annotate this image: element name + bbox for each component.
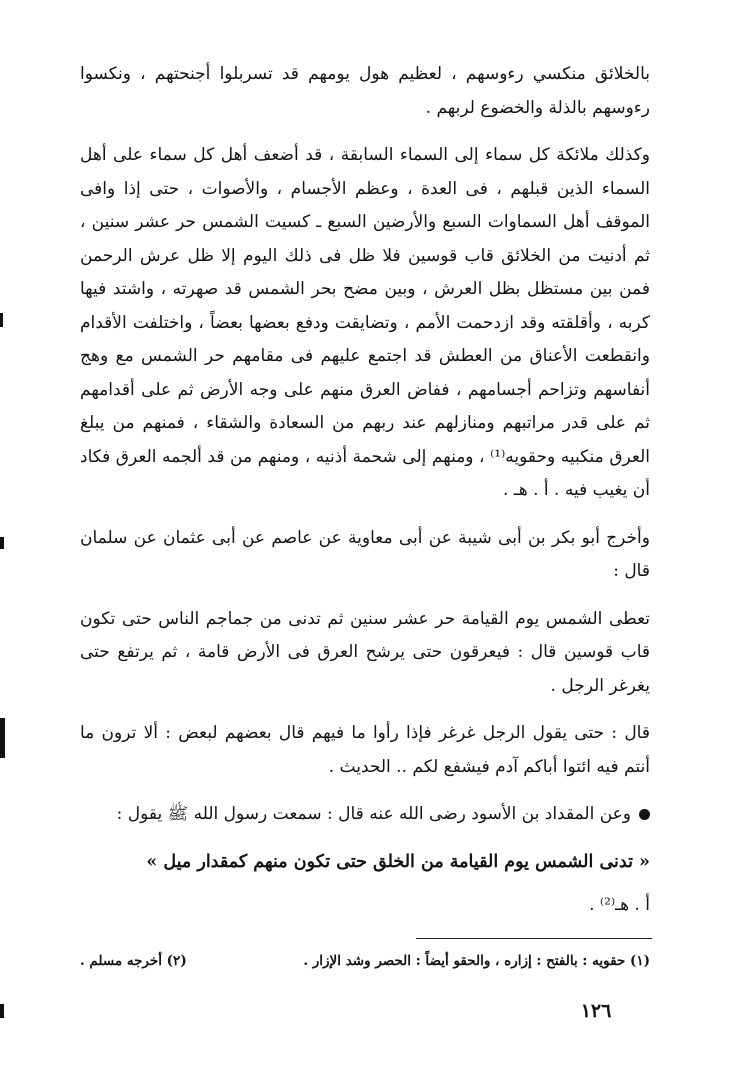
hadith-quote: « تدنى الشمس يوم القيامة من الخلق حتى تكون منهم كمقدار ميل » (146, 851, 650, 872)
scan-mark (0, 718, 5, 758)
bullet-icon (639, 809, 650, 820)
paragraph-1: بالخلائق منكسي رءوسهم ، لعظيم هول يومهم قد تسربلوا أجنحتهم ، ونكسوا رءوسهم بالذلة والخضوع لربهم . (80, 64, 650, 118)
paragraph-6 (80, 798, 650, 832)
footnotes (80, 950, 650, 972)
hadith-reference: أ . هـ⁽²⁾ . (589, 895, 650, 915)
paragraph-2: وكذلك ملائكة كل سماء إلى السماء السابقة ، قد أضعف أهل كل سماء على أهل السماء الذين قبلهم ، فى العدة ، وعظم الأجسام ، والأصوات ، حتى إذا وافى الموقف أهل السماوات السبع والأرضين السبع ـ كسيت الشمس حر عشر سنين ، ثم أدنيت من الخلائق قاب قوسين فلا ظل فى ذلك اليوم إلا ظل عرش الرحمن فمن بين مستظل بظل العرش ، وبين مضح بحر الشمس قد صهرته ، واشتد فيها كربه ، وأقلقته وقد ازدحمت الأمم ، وتضايقت ودفع بعضها بعضاً ، واختلفت الأقدام وانقطعت الأعناق من العطش قد اجتمع عليهم فى مقامهم حر الشمس مع وهج أنفاسهم وتزاحم أجسامهم ، ففاض العرق منهم على وجه الأرض ثم على أقدامهم ثم على قدر مراتبهم ومنازلهم عند ربهم من السعادة والشقاء ، فمنهم من يبلغ العرق منكبيه وحقويه⁽¹⁾ ، ومنهم إلى شحمة أذنيه ، ومنهم من قد ألجمه العرق فكاد أن يغيب فيه . أ . هـ . (80, 145, 650, 500)
footnote-1: (١) حقويه : بالفتح : إزاره ، والحقو أيضاً : الحصر وشد الإزار . (303, 953, 650, 969)
scan-mark (0, 1004, 4, 1018)
page-body (80, 58, 650, 933)
paragraph-5: قال : حتى يقول الرجل غرغر فإذا رأوا ما فيهم قال بعضهم لبعض : ألا ترون ما أنتم فيه ائتوا أباكم آدم فيشفع لكم .. الحديث . (80, 723, 650, 777)
footnote-2: (٢) أخرجه مسلم . (80, 953, 187, 969)
paragraph-3: وأخرج أبو بكر بن أبى شيبة عن أبى معاوية عن عاصم عن أبى عثمان عن سلمان قال : (80, 527, 650, 581)
footnote-divider (416, 938, 652, 939)
scan-mark (0, 537, 4, 549)
paragraph-4: تعطى الشمس يوم القيامة حر عشر سنين ثم تدنى من جماجم الناس حتى تكون قاب قوسين قال : فيعرقون حتى يرشح العرق فى الأرض قامة ، ثم يرتفع حتى يغرغر الرجل . (80, 608, 650, 696)
paragraph-6-text: وعن المقداد بن الأسود رضى الله عنه قال : سمعت رسول الله ﷺ يقول : (116, 804, 631, 824)
page-number: ١٢٦ (580, 1000, 612, 1022)
scan-mark (0, 313, 3, 327)
